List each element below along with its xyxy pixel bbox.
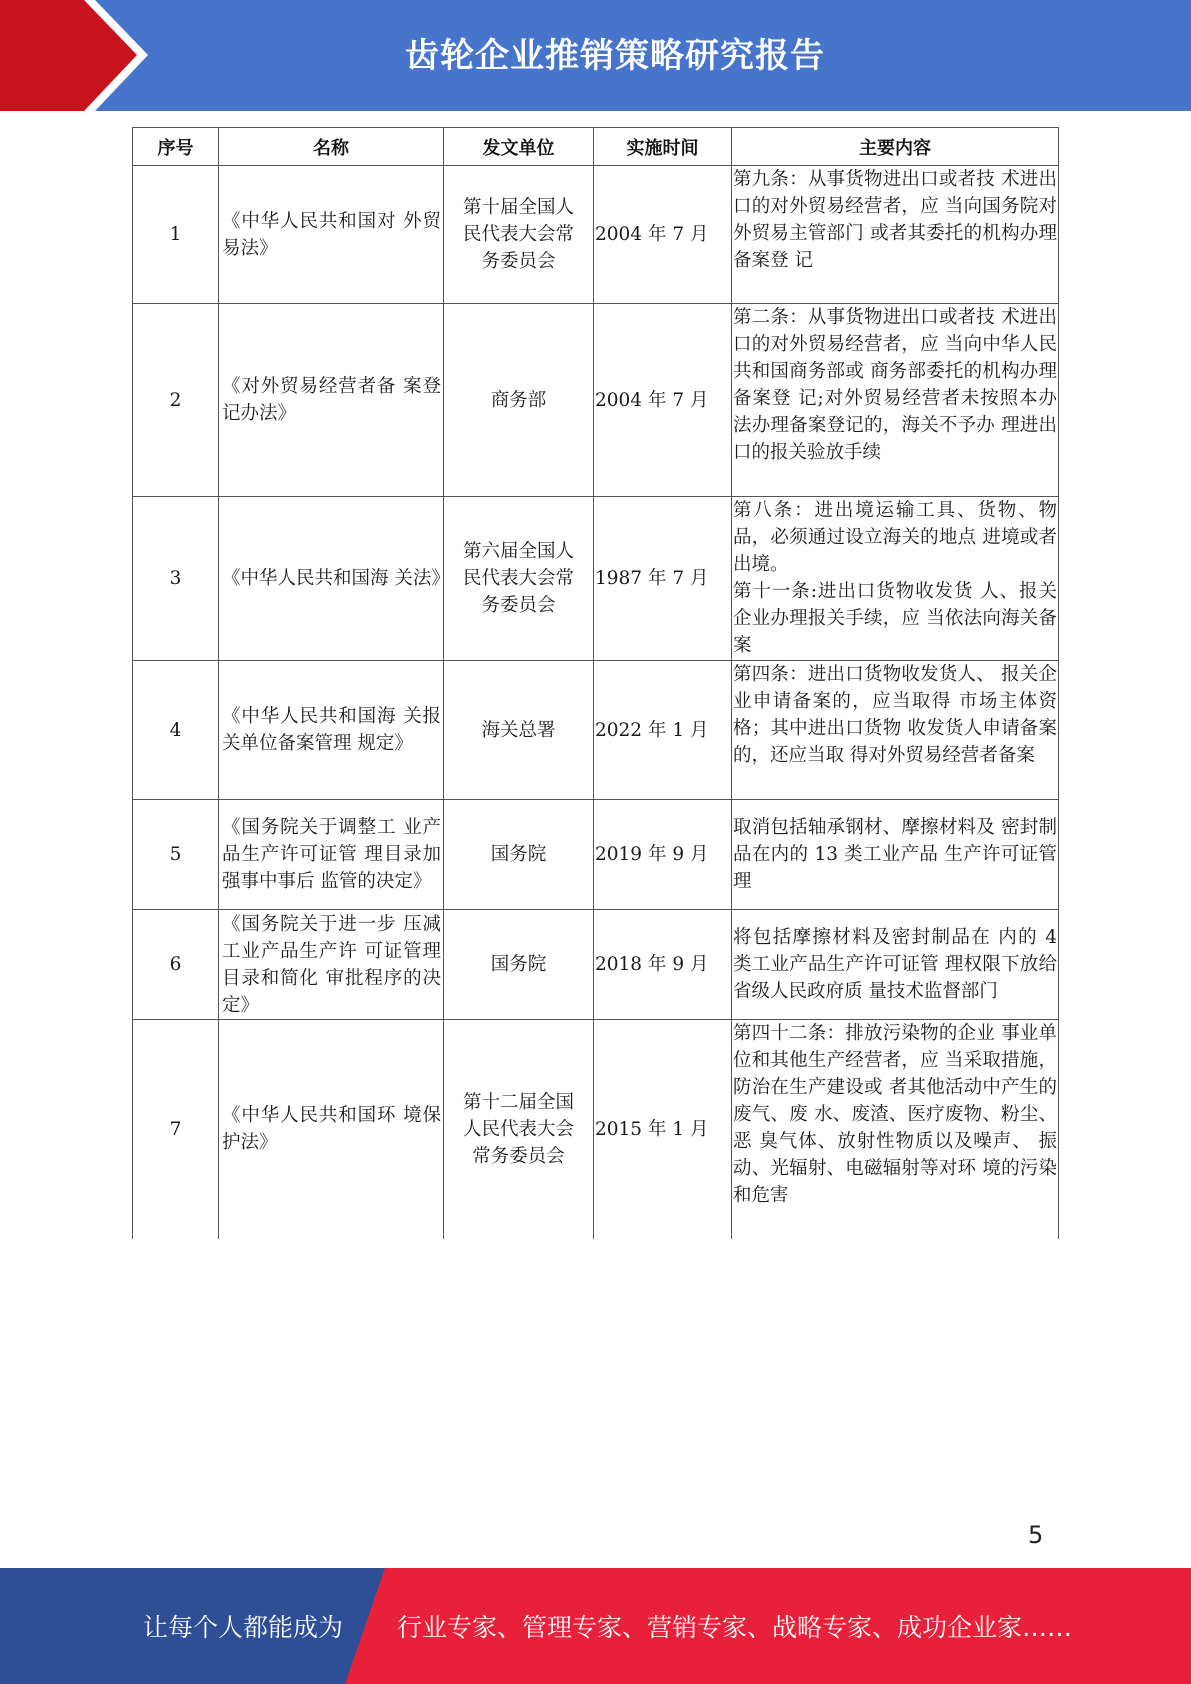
table-row [133, 304, 1059, 497]
page-header [0, 0, 1191, 111]
cell-content: 取消包括轴承钢材、摩擦材料及 密封制品在内的 13 类工业产品 生产许可证管理 [732, 800, 1059, 910]
table-row [133, 166, 1059, 304]
cell-no: 6 [133, 910, 219, 1020]
cell-no: 5 [133, 800, 219, 910]
cell-date: 1987 年 7 月 [594, 497, 732, 661]
cell-issuer: 海关总署 [444, 661, 594, 800]
cell-date: 2022 年 1 月 [594, 661, 732, 800]
cell-date: 2004 年 7 月 [594, 304, 732, 497]
table-row [133, 910, 1059, 1020]
cell-date: 2015 年 1 月 [594, 1020, 732, 1239]
cell-no: 1 [133, 166, 219, 304]
cell-no: 4 [133, 661, 219, 800]
header-no: 序号 [133, 128, 219, 166]
cell-issuer: 第十二届全国人民代表大会常务委员会 [444, 1020, 594, 1239]
header-content: 主要内容 [732, 128, 1059, 166]
cell-no: 7 [133, 1020, 219, 1239]
cell-date: 2004 年 7 月 [594, 166, 732, 304]
cell-issuer: 国务院 [444, 800, 594, 910]
table-row [133, 1020, 1059, 1239]
cell-name: 《中华人民共和国环 境保护法》 [219, 1020, 444, 1239]
page-number: 5 [1028, 1521, 1044, 1549]
header-issuer: 发文单位 [444, 128, 594, 166]
cell-date: 2018 年 9 月 [594, 910, 732, 1020]
table-row [133, 497, 1059, 661]
footer-slogan-roles: 行业专家、管理专家、营销专家、战略专家、成功企业家…… [397, 1613, 1073, 1642]
page-footer [0, 1568, 1191, 1684]
cell-name: 《国务院关于进一步 压减工业产品生产许 可证管理目录和简化 审批程序的决定》 [219, 910, 444, 1020]
cell-issuer: 第十届全国人民代表大会常务委员会 [444, 166, 594, 304]
table-row [133, 800, 1059, 910]
header-date: 实施时间 [594, 128, 732, 166]
footer-slogan-lead: 让每个人都能成为 [143, 1613, 344, 1642]
cell-issuer: 国务院 [444, 910, 594, 1020]
cell-content: 将包括摩擦材料及密封制品在 内的 4 类工业产品生产许可证管 理权限下放给省级人民政府质 量技术监督部门 [732, 910, 1059, 1020]
table-header-row [133, 128, 1059, 166]
cell-content: 第二条：从事货物进出口或者技 术进出口的对外贸易经营者，应 当向中华人民共和国商务部或 商务部委托的机构办理备案登 记;对外贸易经营者未按照本办 法办理备案登记的，海关不予办 理进出口的报关验放手续 [732, 304, 1059, 497]
cell-name: 《对外贸易经营者备 案登记办法》 [219, 304, 444, 497]
cell-issuer: 商务部 [444, 304, 594, 497]
cell-date: 2019 年 9 月 [594, 800, 732, 910]
cell-name: 《中华人民共和国海 关法》 [219, 497, 444, 661]
cell-content: 第四条：进出口货物收发货人、 报关企业申请备案的，应当取得 市场主体资格；其中进出口货物 收发货人申请备案的，还应当取 得对外贸易经营者备案 [732, 661, 1059, 800]
table-row [133, 661, 1059, 800]
cell-content: 第四十二条：排放污染物的企业 事业单位和其他生产经营者，应 当采取措施，防治在生产建设或 者其他活动中产生的废气、废 水、废渣、医疗废物、粉尘、恶 臭气体、放射性物质以及噪声、 振动、光辐射、电磁辐射等对环 境的污染和危害 [732, 1020, 1059, 1239]
cell-no: 2 [133, 304, 219, 497]
header-name: 名称 [219, 128, 444, 166]
cell-name: 《国务院关于调整工 业产品生产许可证管 理目录加强事中事后 监管的决定》 [219, 800, 444, 910]
cell-name: 《中华人民共和国对 外贸易法》 [219, 166, 444, 304]
cell-content: 第九条：从事货物进出口或者技 术进出口的对外贸易经营者，应 当向国务院对外贸易主管部门 或者其委托的机构办理备案登 记 [732, 166, 1059, 304]
cell-issuer: 第六届全国人民代表大会常务委员会 [444, 497, 594, 661]
cell-content: 第八条：进出境运输工具、货物、物品，必须通过设立海关的地点 进境或者出境。 第十一条:进出口货物收发货 人、报关企业办理报关手续，应 当依法向海关备案 [732, 497, 1059, 661]
regulations-table [132, 127, 1059, 1239]
document-title: 齿轮企业推销策略研究报告 [405, 35, 825, 76]
cell-name: 《中华人民共和国海 关报关单位备案管理 规定》 [219, 661, 444, 800]
cell-no: 3 [133, 497, 219, 661]
